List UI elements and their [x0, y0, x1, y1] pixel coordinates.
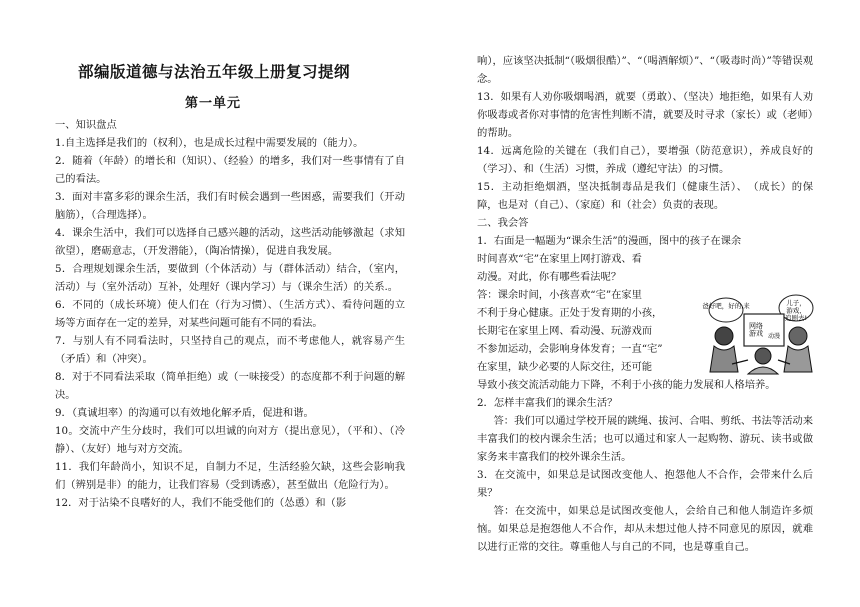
- paragraph: 4．课余生活中，我们可以选择自己感兴趣的活动，这些活动能够激起（求知欲望），磨砺意志，（开发潜能），（陶冶情操），促进自我发展。: [55, 227, 405, 257]
- answer-line: 答：课余时间，小孩喜欢“宅”在家里: [477, 289, 642, 301]
- cartoon-illustration: [702, 294, 814, 376]
- unit-heading: 第一单元: [185, 96, 242, 111]
- paragraph: 13．如果有人劝你吸烟喝酒，就要（勇敢）、（坚决）地拒绝，如果有人劝你吸毒或者你对事情的危害性判断不清，就要及时寻求（家长）或（老师）的帮助。: [477, 91, 813, 139]
- paragraph: 10。交流中产生分歧时，我们可以坦诚的向对方（提出意见），（平和）、（冷静）、（友好）地与对方交流。: [55, 425, 405, 455]
- paragraph: 14．远离危险的关键在（我们自己），要增强（防范意识），养成良好的（学习）、和（生活）习惯，养成（遵纪守法）的习惯。: [477, 145, 813, 175]
- answer-line: 导致小孩交流活动能力下降，不利于小孩的能力发展和人格培养。: [477, 379, 776, 391]
- paragraph: 1.自主选择是我们的（权利），也是成长过程中需要发展的（能力）。: [55, 137, 364, 149]
- paragraph: 8．对于不同看法采取（简单拒绝）或（一味接受）的态度都不利于问题的解决。: [55, 371, 405, 401]
- paragraph: 9．（真诚坦率）的沟通可以有效地化解矛盾，促进和谐。: [55, 407, 314, 419]
- answer-line: 不利于身心健康。正处于发育期的小孩，: [477, 307, 663, 319]
- paragraph: 12．对于沾染不良嗜好的人，我们不能受他们的（怂恿）和（影: [55, 497, 347, 509]
- paragraph: 11．我们年龄尚小，知识不足，自制力不足，生活经验欠缺，这些会影响我们（辨别是非）的能力，让我们容易（受到诱惑），甚至做出（危险行为）。: [55, 461, 405, 491]
- paragraph: 5．合理规划课余生活，要做到（个体活动）与（群体活动）结合，（室内，活动）与（室外活动）互补，处理好（课内学习）与（课余生活）的关系.。: [55, 263, 405, 293]
- cartoon-bubble-left: 爸好吧，好的,来: [702, 302, 750, 310]
- paragraph: 响），应该坚决抵制“（吸烟很酷）”、“（喝酒解烦）”、“（吸毒时尚）”等错误观念。: [477, 55, 813, 85]
- question-line: 动漫。对此，你有哪些看法呢？: [477, 271, 622, 283]
- paragraph: 6．不同的（成长环境）使人们在（行为习惯）、（生活方式）、看待问题的立场等方面存在一定的差异，对某些问题可能有不同的看法。: [55, 299, 405, 329]
- answer-line: 在家里，缺少必要的人际交往，还可能: [477, 361, 653, 373]
- paragraph: 7．与别人有不同看法时，只坚持自己的观点，而不考虑他人，就容易产生（矛盾）和（冲突）。: [55, 335, 405, 365]
- answer: 答：在交流中，如果总是试图改变他人，会给自己和他人制造许多烦恼。如果总是抱怨他人不合作，却从未想过他人持不同意见的原因，就难以进行正常的交往。尊重他人与自己的不同，也是尊重自己。: [477, 505, 813, 553]
- section-heading: 二、我会答: [477, 217, 529, 229]
- paragraph: 2．随着（年龄）的增长和（知识）、（经验）的增多，我们对一些事情有了自己的看法。: [55, 155, 405, 185]
- question: 2．怎样丰富我们的课余生活？: [477, 397, 618, 409]
- question-line: 1．右面是一幅题为“课余生活”的漫画，图中的孩子在课余: [477, 235, 742, 247]
- question-line: 时间喜欢“宅”在家里上网打游戏、看: [477, 253, 642, 265]
- left-body: [55, 116, 405, 512]
- cartoon-bubble-right: 儿子，游戏，追剧去!: [784, 299, 808, 322]
- answer-line: 长期宅在家里上网、看动漫、玩游戏而: [477, 325, 653, 337]
- cartoon-screen-text-2: 动漫: [767, 333, 781, 340]
- question: 3．在交流中，如果总是试图改变他人、抱怨他人不合作，会带来什么后果？: [477, 469, 813, 499]
- section-heading: 一、知识盘点: [55, 119, 117, 131]
- paragraph: 15．主动拒绝烟酒，坚决抵制毒品是我们（健康生活）、 （成长）的保障，也是对（自己）、（家庭）和（社会）负责的表现。: [477, 181, 813, 211]
- answer-line: 不参加运动，会影响身体发育；一直“宅”: [477, 343, 663, 355]
- answer: 答：我们可以通过学校开展的跳绳、拔河、合唱、剪纸、书法等活动来丰富我们的校内课余生活；也可以通过和家人一起购物、游玩、读书或做家务来丰富我们的校外课余生活。: [477, 415, 813, 463]
- paragraph: 3．面对丰富多彩的课余生活，我们有时候会遇到一些困惑，需要我们（开动脑筋），（合理选择）。: [55, 191, 405, 221]
- page-title: 部编版道德与法治五年级上册复习提纲: [78, 63, 351, 81]
- cartoon-screen-text: 网络游戏: [749, 322, 763, 338]
